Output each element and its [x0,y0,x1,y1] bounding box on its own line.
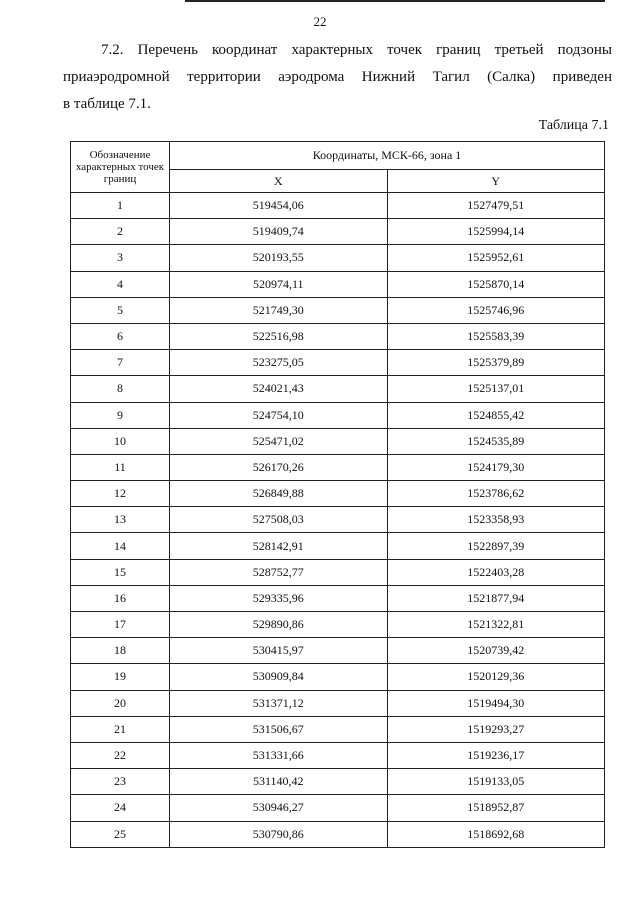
x-coordinate-cell: 531506,67 [170,716,388,742]
y-coordinate-cell: 1525583,39 [387,323,605,349]
y-coordinate-cell: 1520129,36 [387,664,605,690]
table-row [71,821,605,847]
x-coordinate-cell: 530790,86 [170,821,388,847]
intro-line-3: в таблице 7.1. [63,96,151,112]
point-number-cell: 25 [71,821,170,847]
point-number-cell: 11 [71,454,170,480]
table-row [71,690,605,716]
x-coordinate-cell: 521749,30 [170,297,388,323]
x-coordinate-cell: 531140,42 [170,769,388,795]
table-row [71,559,605,585]
x-coordinate-cell: 522516,98 [170,323,388,349]
y-coordinate-cell: 1519133,05 [387,769,605,795]
table-row [71,402,605,428]
y-coordinate-cell: 1525379,89 [387,350,605,376]
point-number-cell: 5 [71,297,170,323]
table-row [71,376,605,402]
y-coordinate-cell: 1520739,42 [387,638,605,664]
table-row [71,481,605,507]
point-number-cell: 23 [71,769,170,795]
y-coordinate-cell: 1524855,42 [387,402,605,428]
table-row [71,638,605,664]
table-row [71,664,605,690]
y-coordinate-cell: 1519293,27 [387,716,605,742]
y-coordinate-cell: 1525952,61 [387,245,605,271]
point-number-cell: 8 [71,376,170,402]
table-row [71,795,605,821]
x-coordinate-cell: 519454,06 [170,193,388,219]
x-coordinate-cell: 519409,74 [170,219,388,245]
x-coordinate-cell: 528752,77 [170,559,388,585]
x-coordinate-cell: 530946,27 [170,795,388,821]
x-coordinate-cell: 523275,05 [170,350,388,376]
point-number-cell: 21 [71,716,170,742]
header-y: Y [387,170,605,193]
table-row [71,350,605,376]
y-coordinate-cell: 1518692,68 [387,821,605,847]
point-number-cell: 4 [71,271,170,297]
header-designation: Обозначение характерных точек границ [71,142,170,193]
x-coordinate-cell: 528142,91 [170,533,388,559]
point-number-cell: 3 [71,245,170,271]
point-number-cell: 19 [71,664,170,690]
header-x: X [170,170,388,193]
table-row [71,716,605,742]
y-coordinate-cell: 1518952,87 [387,795,605,821]
y-coordinate-cell: 1523358,93 [387,507,605,533]
intro-line-2: приаэродромной территории аэродрома Нижний Тагил (Салка) приведен [63,69,612,85]
table-row [71,219,605,245]
y-coordinate-cell: 1527479,51 [387,193,605,219]
point-number-cell: 15 [71,559,170,585]
y-coordinate-cell: 1525870,14 [387,271,605,297]
y-coordinate-cell: 1519236,17 [387,742,605,768]
y-coordinate-cell: 1522403,28 [387,559,605,585]
point-number-cell: 18 [71,638,170,664]
table-row [71,507,605,533]
table-row [71,428,605,454]
x-coordinate-cell: 529335,96 [170,585,388,611]
point-number-cell: 9 [71,402,170,428]
table-row [71,533,605,559]
x-coordinate-cell: 524754,10 [170,402,388,428]
x-coordinate-cell: 531331,66 [170,742,388,768]
point-number-cell: 12 [71,481,170,507]
x-coordinate-cell: 530415,97 [170,638,388,664]
table-body [71,193,605,848]
y-coordinate-cell: 1519494,30 [387,690,605,716]
point-number-cell: 20 [71,690,170,716]
y-coordinate-cell: 1521877,94 [387,585,605,611]
table-row [71,245,605,271]
point-number-cell: 24 [71,795,170,821]
table-row [71,585,605,611]
x-coordinate-cell: 531371,12 [170,690,388,716]
point-number-cell: 22 [71,742,170,768]
x-coordinate-cell: 524021,43 [170,376,388,402]
x-coordinate-cell: 527508,03 [170,507,388,533]
table-row [71,323,605,349]
table-row [71,769,605,795]
intro-line-1: 7.2. Перечень координат характерных точек границ третьей подзоны [101,42,612,58]
y-coordinate-cell: 1525137,01 [387,376,605,402]
table-row [71,297,605,323]
point-number-cell: 10 [71,428,170,454]
page-number: 22 [313,14,327,29]
table-row [71,742,605,768]
x-coordinate-cell: 526170,26 [170,454,388,480]
table-row [71,193,605,219]
point-number-cell: 2 [71,219,170,245]
x-coordinate-cell: 530909,84 [170,664,388,690]
table-caption: Таблица 7.1 [538,118,609,133]
x-coordinate-cell: 529890,86 [170,612,388,638]
x-coordinate-cell: 520974,11 [170,271,388,297]
table-row [71,454,605,480]
table-row [71,271,605,297]
point-number-cell: 6 [71,323,170,349]
point-number-cell: 1 [71,193,170,219]
top-rule [185,0,605,2]
point-number-cell: 7 [71,350,170,376]
point-number-cell: 13 [71,507,170,533]
y-coordinate-cell: 1521322,81 [387,612,605,638]
y-coordinate-cell: 1524535,89 [387,428,605,454]
y-coordinate-cell: 1525746,96 [387,297,605,323]
coordinates-table [70,141,605,848]
x-coordinate-cell: 525471,02 [170,428,388,454]
x-coordinate-cell: 526849,88 [170,481,388,507]
table-row [71,612,605,638]
header-coordinates: Координаты, МСК-66, зона 1 [170,142,605,170]
y-coordinate-cell: 1523786,62 [387,481,605,507]
point-number-cell: 17 [71,612,170,638]
intro-paragraph [63,37,612,118]
y-coordinate-cell: 1524179,30 [387,454,605,480]
y-coordinate-cell: 1522897,39 [387,533,605,559]
y-coordinate-cell: 1525994,14 [387,219,605,245]
point-number-cell: 14 [71,533,170,559]
point-number-cell: 16 [71,585,170,611]
x-coordinate-cell: 520193,55 [170,245,388,271]
